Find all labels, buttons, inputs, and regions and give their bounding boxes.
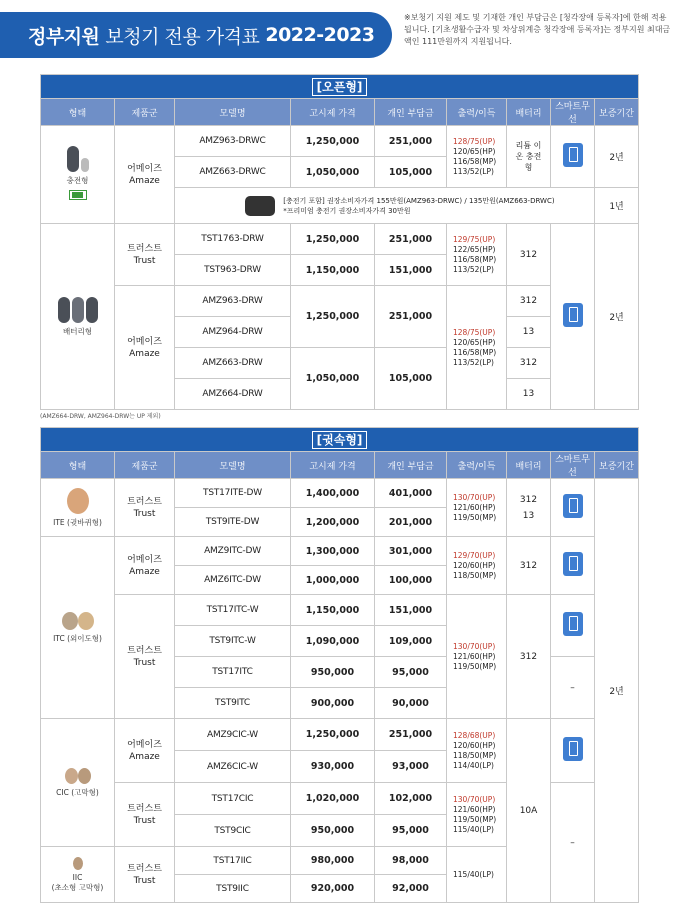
hearing-aid-image <box>58 297 70 323</box>
brand-cell: 어메이즈 Amaze <box>115 126 175 224</box>
table-row: AMZ664-DRW 13 <box>41 379 639 410</box>
ite-image <box>67 488 89 514</box>
title-mid: 보청기 전용 가격표 <box>105 25 260 48</box>
open-type-table <box>40 74 639 410</box>
table-row: 트러스트 Trust TST17CIC 1,020,000 102,000 130/70(UP) 121/60(HP) 119/50(MP) 115/40(LP) – <box>41 783 639 815</box>
column-header-row: 형태 제품군 모델명 고시제 가격 개인 부담금 출력/이득 배터리 스마트무선 보증기간 <box>41 99 639 126</box>
table-row: ITE (귓바퀴형) 트러스트 Trust TST17ITE-DW 1,400,000 401,000 130/70(UP) 121/60(HP) 119/50(MP) 312 13 2년 <box>41 479 639 508</box>
smartphone-icon <box>563 494 583 518</box>
support-note: ※보청기 지원 제도 및 기재한 개인 부담금은 [청각장애 등록자]에 한해 적용됩니다. [기초생활수급자 및 차상위계층 청각장애 등록자]는 정부지원 최대금액인 111만원까지 지원됩니다. <box>404 13 671 46</box>
cic-image <box>78 768 91 784</box>
table-row: TST9ITC 900,000 90,000 <box>41 688 639 719</box>
smartphone-icon <box>563 303 583 327</box>
title-bold: 정부지원 <box>28 25 100 48</box>
table-row: CIC (고막형) 어메이즈 Amaze AMZ9CIC-W 1,250,000 251,000 128/68(UP) 120/60(HP) 118/50(MP) 114/40(LP) 10A <box>41 719 639 751</box>
iic-image <box>73 857 83 870</box>
page-title-banner <box>0 12 392 58</box>
table-row: TST9IIC 920,000 92,000 <box>41 875 639 903</box>
table-row: [충전기 포함] 권장소비자가격 155만원(AMZ963-DRWC) / 135만원(AMZ663-DRWC) *프리미엄 충전기 권장소비자가격 30만원 1년 <box>41 188 639 224</box>
section-title-in-ear: [귓속형] <box>41 428 639 452</box>
table-row: IIC (초소형 고막형) 트러스트 Trust TST17IIC 980,000 98,000 115/40(LP) <box>41 847 639 875</box>
table-row: TST963-DRW 1,150,000 151,000 <box>41 255 639 286</box>
hearing-aid-image <box>67 146 79 172</box>
table-row: AMZ6ITC-DW 1,000,000 100,000 <box>41 566 639 595</box>
table-row: TST9ITC-W 1,090,000 109,000 <box>41 626 639 657</box>
table-row: AMZ6CIC-W 930,000 93,000 <box>41 751 639 783</box>
table-row: 충전형 어메이즈 Amaze AMZ963-DRWC 1,250,000 251,000 128/75(UP) 120/65(HP) 116/58(MP) 113/52(LP) 리튬 이온 충전형 2년 <box>41 126 639 157</box>
table-row: TST9CIC 950,000 95,000 <box>41 815 639 847</box>
in-ear-table <box>40 427 639 903</box>
table-row: 트러스트 Trust TST17ITC-W 1,150,000 151,000 130/70(UP) 121/60(HP) 119/50(MP) 312 <box>41 595 639 626</box>
table-row: AMZ964-DRW 13 <box>41 317 639 348</box>
table-row: AMZ663-DRW 1,050,000 105,000 312 <box>41 348 639 379</box>
charger-image <box>245 196 275 216</box>
table-row: TST9ITE-DW 1,200,000 201,000 <box>41 508 639 537</box>
smartphone-icon <box>563 737 583 761</box>
title-year: 2022-2023 <box>265 24 375 46</box>
type-cell-rechargeable: 충전형 <box>41 126 115 224</box>
footnote: (AMZ664-DRW, AMZ964-DRW는 UP 제외) <box>40 413 161 420</box>
smartphone-icon <box>563 612 583 636</box>
battery-charge-icon <box>69 190 87 200</box>
smartphone-icon <box>563 552 583 576</box>
itc-image <box>78 612 94 630</box>
type-cell-battery: 배터리형 <box>41 224 115 410</box>
receiver-image <box>81 158 89 172</box>
table-row: 배터리형 트러스트 Trust TST1763-DRW 1,250,000 251,000 129/75(UP) 122/65(HP) 116/58(MP) 113/52(LP) 312 2년 <box>41 224 639 255</box>
table-row: 어메이즈 Amaze AMZ963-DRW 1,250,000 251,000 128/75(UP) 120/65(HP) 116/58(MP) 113/52(LP) 312 <box>41 286 639 317</box>
table-row: ITC (외이도형) 어메이즈 Amaze AMZ9ITC-DW 1,300,000 301,000 129/70(UP) 120/60(HP) 118/50(MP) 312 <box>41 537 639 566</box>
spec-cell: 128/75(UP) 120/65(HP) 116/58(MP) 113/52(LP) <box>447 126 507 188</box>
hearing-aid-image <box>86 297 98 323</box>
itc-image <box>62 612 78 630</box>
hearing-aid-image <box>72 297 84 323</box>
section-title-open: [오픈형] <box>41 75 639 99</box>
charger-note: [충전기 포함] 권장소비자가격 155만원(AMZ963-DRWC) / 135만원(AMZ663-DRWC) *프리미엄 충전기 권장소비자가격 30만원 <box>175 188 595 224</box>
column-header-row: 형태 제품군 모델명 고시제 가격 개인 부담금 출력/이득 배터리 스마트무선 보증기간 <box>41 452 639 479</box>
table-row: AMZ663-DRWC 1,050,000 105,000 <box>41 157 639 188</box>
table-row: TST17ITC 950,000 95,000 – <box>41 657 639 688</box>
smartphone-icon <box>563 143 583 167</box>
cic-image <box>65 768 78 784</box>
